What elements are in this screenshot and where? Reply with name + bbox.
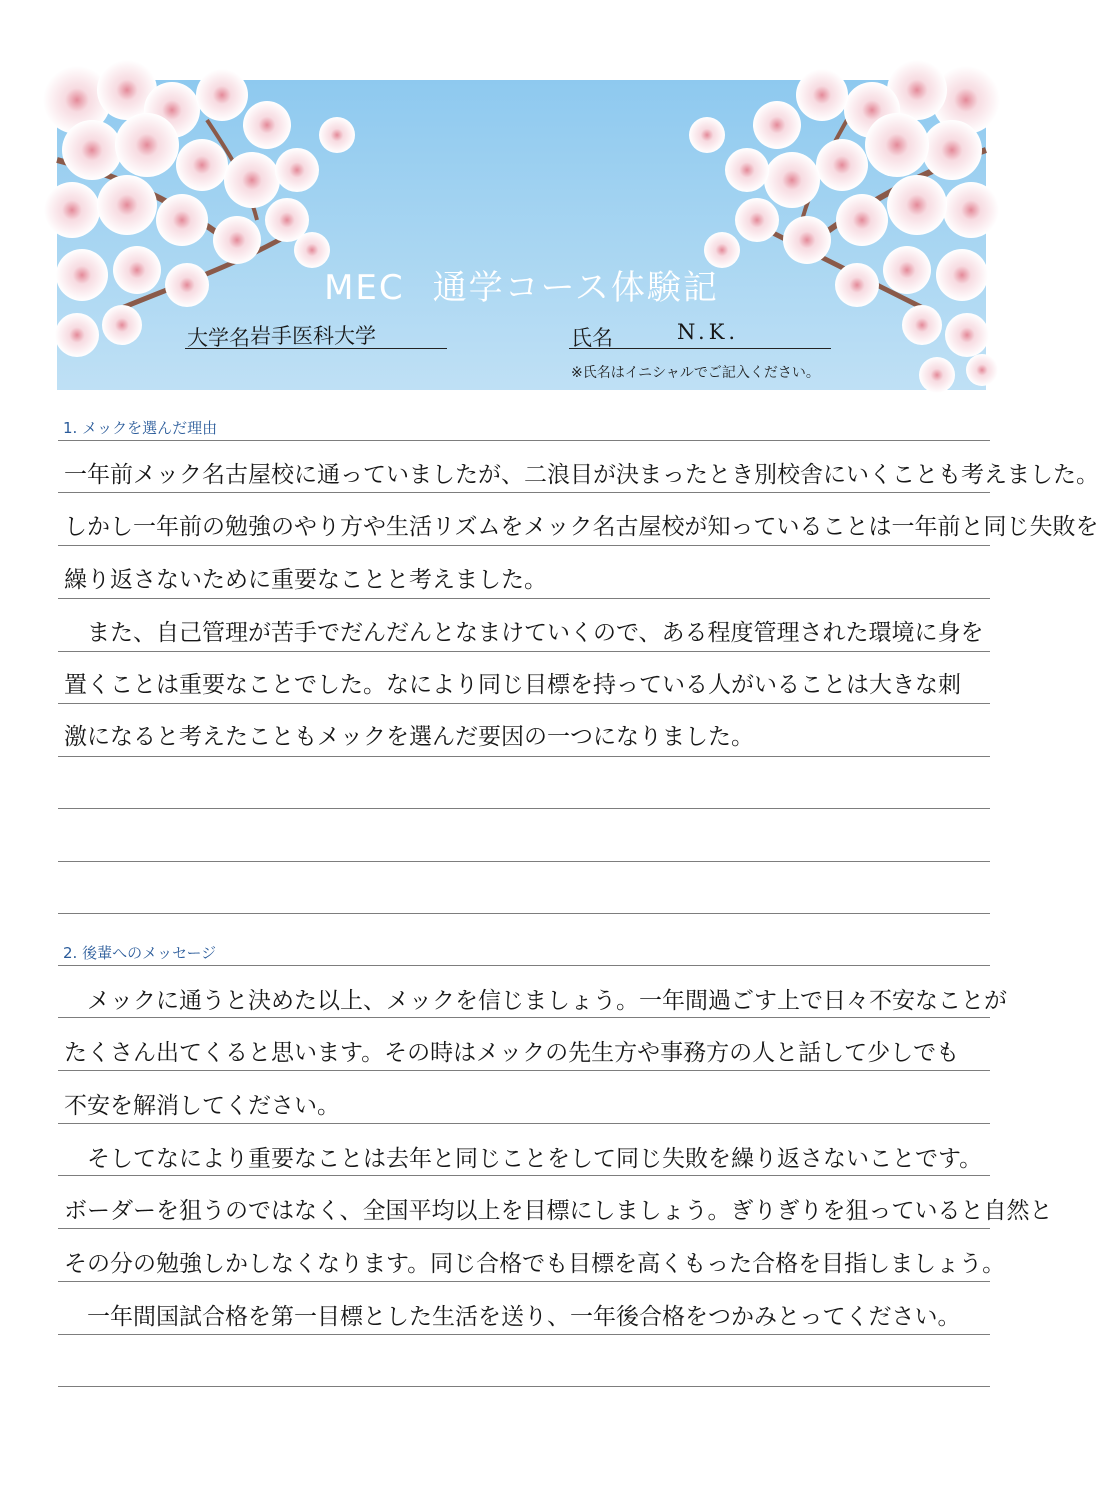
ruled-line xyxy=(58,1070,990,1071)
ruled-line xyxy=(58,756,990,757)
university-underline xyxy=(185,348,447,349)
ruled-line xyxy=(58,703,990,704)
text-line: また、自己管理が苦手でだんだんとなまけていくので、ある程度管理された環境に身を xyxy=(64,620,984,646)
section-heading-2: 2. 後輩へのメッセージ xyxy=(63,944,217,962)
ruled-line xyxy=(58,1281,990,1282)
ruled-line xyxy=(58,1017,990,1018)
text-line: たくさん出てくると思います。その時はメックの先生方や事務方の人と話して少しでも xyxy=(64,1040,960,1066)
ruled-line xyxy=(58,1334,990,1335)
ruled-line xyxy=(58,651,990,652)
text-line: ボーダーを狙うのではなく、全国平均以上を目標にしましょう。ぎりぎりを狙っていると自然と xyxy=(64,1198,1053,1224)
section-heading-1: 1. メックを選んだ理由 xyxy=(63,419,218,437)
title-part1: MEC xyxy=(324,268,405,308)
university-value: 岩手医科大学 xyxy=(250,324,376,348)
name-label: 氏名 xyxy=(571,326,613,350)
text-line: しかし一年前の勉強のやり方や生活リズムをメック名古屋校が知っていることは一年前と同じ失敗を xyxy=(64,514,1099,540)
text-line: そしてなにより重要なことは去年と同じことをして同じ失敗を繰り返さないことです。 xyxy=(64,1146,983,1172)
text-line: その分の勉強しかしなくなります。同じ合格でも目標を高くもった合格を目指しましょう。 xyxy=(64,1251,1006,1277)
ruled-line xyxy=(58,545,990,546)
ruled-line xyxy=(58,965,990,966)
ruled-line xyxy=(58,1175,990,1176)
text-line: 一年前メック名古屋校に通っていましたが、二浪目が決まったとき別校舎にいくことも考えました。 xyxy=(64,462,1099,488)
title-part2: 通学コース体験記 xyxy=(432,268,719,308)
header-banner xyxy=(57,80,986,390)
university-label: 大学名 xyxy=(187,326,250,350)
ruled-line xyxy=(58,1123,990,1124)
ruled-line xyxy=(58,808,990,809)
ruled-line xyxy=(58,1228,990,1229)
text-line: 一年間国試合格を第一目標とした生活を送り、一年後合格をつかみとってください。 xyxy=(64,1304,961,1330)
name-value: N.K. xyxy=(677,320,740,344)
name-note: ※氏名はイニシャルでご記入ください。 xyxy=(571,365,820,381)
ruled-line xyxy=(58,861,990,862)
text-line: 置くことは重要なことでした。なにより同じ目標を持っている人がいることは大きな刺 xyxy=(64,672,961,698)
name-underline xyxy=(569,348,831,349)
text-line: 激になると考えたこともメックを選んだ要因の一つになりました。 xyxy=(64,724,754,750)
ruled-line xyxy=(58,440,990,441)
ruled-line xyxy=(58,492,990,493)
text-line: 不安を解消してください。 xyxy=(64,1093,340,1119)
page-title xyxy=(57,260,986,309)
ruled-line xyxy=(58,598,990,599)
text-line: 繰り返さないために重要なことと考えました。 xyxy=(64,567,547,593)
ruled-line xyxy=(58,1386,990,1387)
text-line: メックに通うと決めた以上、メックを信じましょう。一年間過ごす上で日々不安なことが xyxy=(64,988,1007,1014)
ruled-line xyxy=(58,913,990,914)
